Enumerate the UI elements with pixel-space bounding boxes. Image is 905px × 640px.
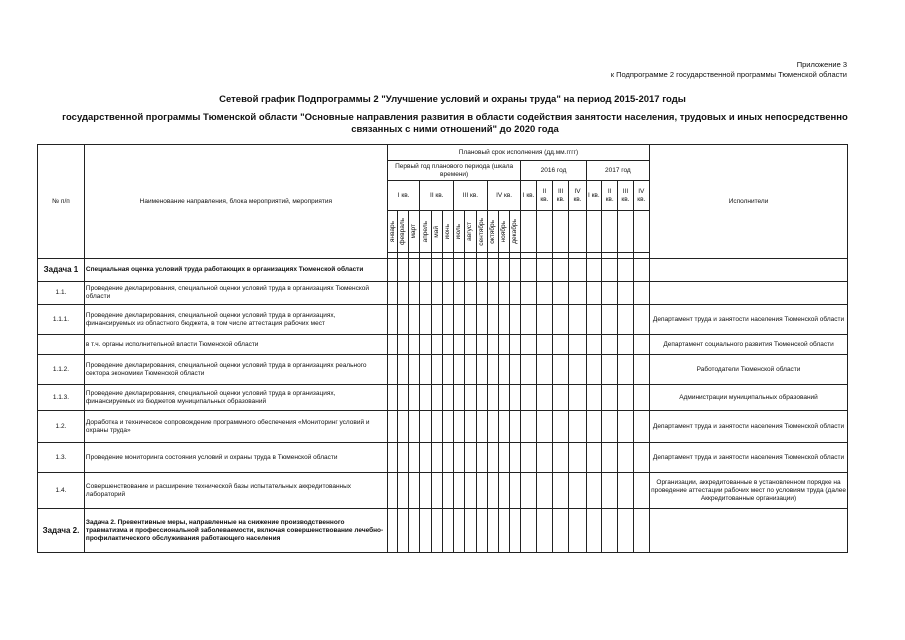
schedule-cell [633, 385, 649, 411]
month-cell [487, 211, 498, 253]
document-subtitle: государственной программы Тюменской области "Основные направления развития в области содействия занятости населения, трудовых и иных непосредственно связанных с ними отношений" до 2020 года [62, 112, 848, 135]
schedule-cell [387, 355, 397, 385]
header-q4: IV кв. [487, 181, 521, 211]
schedule-cell [618, 385, 633, 411]
month-label: январь [388, 220, 396, 243]
schedule-cell [601, 305, 617, 335]
month-label: март [410, 224, 418, 239]
schedule-cell [420, 335, 431, 355]
schedule-cell [633, 335, 649, 355]
schedule-cell [536, 509, 552, 553]
table-row [38, 473, 848, 509]
schedule-cell [465, 355, 476, 385]
table-row [38, 282, 848, 305]
schedule-cell [420, 443, 431, 473]
schedule-cell [498, 259, 509, 282]
schedule-cell [398, 305, 409, 335]
schedule-cell [476, 305, 487, 335]
schedule-cell [442, 385, 453, 411]
schedule-cell [420, 355, 431, 385]
row-executor: Департамент социального развития Тюменской области [650, 335, 848, 355]
schedule-cell [487, 443, 498, 473]
table-row [38, 335, 848, 355]
schedule-cell [465, 443, 476, 473]
schedule-cell [510, 282, 521, 305]
schedule-cell [536, 473, 552, 509]
schedule-cell [553, 473, 569, 509]
document-title: Сетевой график Подпрограммы 2 "Улучшение условий и охраны труда" на период 2015-2017 годы [219, 94, 686, 105]
schedule-cell [420, 305, 431, 335]
schedule-cell [521, 509, 536, 553]
schedule-cell [586, 385, 601, 411]
header-2017: 2017 год [586, 161, 649, 181]
schedule-cell [521, 355, 536, 385]
schedule-cell [498, 305, 509, 335]
schedule-cell [398, 355, 409, 385]
header-num: № п/п [38, 145, 85, 259]
row-name: Совершенствование и расширение технической базы испытательных аккредитованных лабораторий [84, 473, 387, 509]
schedule-cell [409, 282, 420, 305]
schedule-cell [409, 443, 420, 473]
header-2017-q4: IV кв. [633, 181, 649, 211]
schedule-cell [521, 335, 536, 355]
header-first-year: Первый год планового периода (шкала времени) [387, 161, 521, 181]
schedule-cell [553, 282, 569, 305]
schedule-cell [487, 259, 498, 282]
schedule-cell [510, 411, 521, 443]
schedule-cell [431, 259, 442, 282]
schedule-cell [633, 259, 649, 282]
row-name: Доработка и техническое сопровождение программного обеспечения «Мониторинг условий и охраны труда» [84, 411, 387, 443]
schedule-cell [387, 443, 397, 473]
schedule-cell [569, 259, 586, 282]
schedule-cell [601, 411, 617, 443]
empty-cell [521, 211, 536, 253]
schedule-cell [521, 305, 536, 335]
schedule-cell [420, 509, 431, 553]
row-executor [650, 259, 848, 282]
month-label: февраль [399, 218, 407, 245]
schedule-cell [398, 335, 409, 355]
schedule-cell [498, 443, 509, 473]
schedule-cell [633, 305, 649, 335]
schedule-cell [586, 305, 601, 335]
row-name: Проведение декларирования, специальной оценки условий труда в организациях, финансируемых из областного бюджета, в том числе аттестация рабочих мест [84, 305, 387, 335]
schedule-cell [586, 411, 601, 443]
schedule-cell [569, 473, 586, 509]
empty-cell [553, 211, 569, 253]
header-2017-q2: II кв. [601, 181, 617, 211]
schedule-cell [601, 443, 617, 473]
schedule-cell [454, 355, 465, 385]
schedule-cell [510, 259, 521, 282]
schedule-cell [487, 411, 498, 443]
schedule-cell [465, 335, 476, 355]
schedule-cell [454, 282, 465, 305]
schedule-cell [465, 305, 476, 335]
month-cell [442, 211, 453, 253]
schedule-cell [601, 335, 617, 355]
month-cell [465, 211, 476, 253]
row-name: Проведение мониторинга состояния условий и охраны труда в Тюменской области [84, 443, 387, 473]
schedule-cell [387, 282, 397, 305]
schedule-cell [465, 385, 476, 411]
schedule-cell [553, 305, 569, 335]
month-label: ноябрь [500, 220, 508, 243]
schedule-cell [487, 385, 498, 411]
schedule-cell [536, 305, 552, 335]
schedule-cell [420, 473, 431, 509]
schedule-cell [569, 355, 586, 385]
month-label: август [466, 222, 474, 241]
schedule-cell [618, 335, 633, 355]
header-q3: III кв. [454, 181, 488, 211]
schedule-cell [476, 443, 487, 473]
header-q1: I кв. [387, 181, 420, 211]
schedule-cell [569, 335, 586, 355]
schedule-cell [487, 509, 498, 553]
schedule-cell [487, 335, 498, 355]
table-row [38, 355, 848, 385]
schedule-cell [586, 282, 601, 305]
schedule-cell [586, 355, 601, 385]
schedule-cell [387, 335, 397, 355]
schedule-cell [569, 411, 586, 443]
schedule-cell [398, 411, 409, 443]
schedule-cell [442, 355, 453, 385]
row-name: Задача 2. Превентивные меры, направленные на снижение производственного травматизма и профессиональной заболеваемости, включая совершенствование лечебно-профилактического обслуживания работающего населения [84, 509, 387, 553]
schedule-cell [553, 411, 569, 443]
schedule-cell [601, 259, 617, 282]
empty-cell [633, 211, 649, 253]
schedule-cell [431, 385, 442, 411]
month-label: сентябрь [477, 217, 485, 246]
header-name: Наименование направления, блока мероприятий, мероприятия [84, 145, 387, 259]
schedule-cell [536, 259, 552, 282]
schedule-cell [510, 385, 521, 411]
schedule-cell [510, 473, 521, 509]
header-row-1 [38, 145, 848, 161]
schedule-cell [442, 473, 453, 509]
schedule-cell [387, 509, 397, 553]
schedule-cell [536, 335, 552, 355]
month-label: май [432, 225, 440, 238]
schedule-cell [465, 282, 476, 305]
row-executor: Работодатели Тюменской области [650, 355, 848, 385]
row-executor: Департамент труда и занятости населения Тюменской области [650, 305, 848, 335]
row-number: Задача 2. [38, 509, 85, 553]
schedule-cell [465, 411, 476, 443]
schedule-cell [569, 305, 586, 335]
schedule-cell [586, 473, 601, 509]
row-number: 1.1.2. [38, 355, 85, 385]
schedule-cell [465, 259, 476, 282]
schedule-cell [633, 355, 649, 385]
row-executor: Организации, аккредитованные в установленном порядке на проведение аттестации рабочих мест по условиям труда (далее Аккредитованные организации) [650, 473, 848, 509]
schedule-cell [569, 443, 586, 473]
row-name: Проведение декларирования, специальной оценки условий труда в организациях Тюменской области [84, 282, 387, 305]
row-executor: Департамент труда и занятости населения Тюменской области [650, 443, 848, 473]
table-body [38, 259, 848, 553]
schedule-cell [586, 509, 601, 553]
row-executor [650, 282, 848, 305]
row-number: 1.1.3. [38, 385, 85, 411]
schedule-cell [601, 282, 617, 305]
schedule-cell [510, 305, 521, 335]
row-name: Специальная оценка условий труда работающих в организациях Тюменской области [84, 259, 387, 282]
schedule-cell [476, 385, 487, 411]
appendix-line2: к Подпрограмме 2 государственной программы Тюменской области [610, 70, 847, 79]
schedule-cell [536, 282, 552, 305]
month-label: апрель [421, 220, 429, 243]
schedule-cell [498, 473, 509, 509]
schedule-cell [521, 473, 536, 509]
row-number: 1.1.1. [38, 305, 85, 335]
header-2017-q3: III кв. [618, 181, 633, 211]
header-plan: Плановый срок исполнения (дд.мм.гггг) [387, 145, 649, 161]
schedule-cell [476, 509, 487, 553]
row-name: Проведение декларирования, специальной оценки условий труда в организациях реального сектора экономики Тюменской области [84, 355, 387, 385]
schedule-cell [601, 355, 617, 385]
schedule-cell [586, 335, 601, 355]
schedule-cell [420, 259, 431, 282]
schedule-cell [601, 473, 617, 509]
schedule-cell [553, 509, 569, 553]
schedule-cell [536, 355, 552, 385]
schedule-cell [476, 335, 487, 355]
table-row [38, 509, 848, 553]
schedule-cell [618, 259, 633, 282]
schedule-cell [454, 443, 465, 473]
schedule-cell [498, 355, 509, 385]
empty-cell [536, 211, 552, 253]
schedule-cell [442, 335, 453, 355]
schedule-cell [510, 355, 521, 385]
table-row [38, 411, 848, 443]
schedule-cell [431, 335, 442, 355]
schedule-cell [618, 305, 633, 335]
schedule-cell [420, 282, 431, 305]
schedule-cell [618, 509, 633, 553]
header-executors: Исполнители [650, 145, 848, 259]
schedule-cell [569, 282, 586, 305]
schedule-cell [431, 509, 442, 553]
schedule-cell [387, 259, 397, 282]
schedule-cell [498, 411, 509, 443]
schedule-cell [521, 443, 536, 473]
schedule-cell [521, 411, 536, 443]
schedule-cell [431, 411, 442, 443]
schedule-cell [409, 385, 420, 411]
month-cell [510, 211, 521, 253]
schedule-cell [569, 385, 586, 411]
schedule-cell [409, 259, 420, 282]
schedule-cell [431, 443, 442, 473]
schedule-cell [409, 509, 420, 553]
schedule-cell [510, 443, 521, 473]
schedule-cell [398, 443, 409, 473]
header-2017-q1: I кв. [586, 181, 601, 211]
schedule-cell [465, 473, 476, 509]
row-number: 1.2. [38, 411, 85, 443]
row-name: Проведение декларирования, специальной оценки условий труда в организациях, финансируемых из бюджетов муниципальных образований [84, 385, 387, 411]
row-number: Задача 1 [38, 259, 85, 282]
schedule-cell [618, 443, 633, 473]
month-cell [420, 211, 431, 253]
schedule-cell [498, 335, 509, 355]
schedule-cell [454, 259, 465, 282]
schedule-table [37, 144, 848, 553]
schedule-cell [454, 305, 465, 335]
schedule-cell [431, 473, 442, 509]
schedule-cell [510, 509, 521, 553]
schedule-cell [633, 411, 649, 443]
month-cell [387, 211, 397, 253]
schedule-cell [387, 411, 397, 443]
schedule-cell [398, 385, 409, 411]
schedule-cell [454, 509, 465, 553]
schedule-cell [553, 385, 569, 411]
schedule-cell [510, 335, 521, 355]
empty-cell [601, 211, 617, 253]
schedule-cell [586, 259, 601, 282]
schedule-cell [398, 259, 409, 282]
header-2016-q3: III кв. [553, 181, 569, 211]
schedule-cell [442, 443, 453, 473]
schedule-cell [431, 305, 442, 335]
header-q2: II кв. [420, 181, 454, 211]
appendix-line1: Приложение 3 [796, 60, 847, 69]
schedule-cell [553, 335, 569, 355]
row-executor [650, 509, 848, 553]
schedule-cell [409, 305, 420, 335]
schedule-cell [633, 509, 649, 553]
schedule-cell [618, 411, 633, 443]
schedule-cell [398, 282, 409, 305]
schedule-cell [454, 473, 465, 509]
row-number: 1.3. [38, 443, 85, 473]
schedule-cell [498, 282, 509, 305]
schedule-cell [387, 385, 397, 411]
row-name: в т.ч. органы исполнительной власти Тюменской области [84, 335, 387, 355]
table-row [38, 385, 848, 411]
schedule-cell [420, 411, 431, 443]
schedule-cell [454, 411, 465, 443]
schedule-cell [409, 473, 420, 509]
schedule-cell [387, 305, 397, 335]
schedule-cell [476, 259, 487, 282]
schedule-cell [601, 385, 617, 411]
schedule-cell [633, 473, 649, 509]
month-label: июнь [444, 223, 451, 240]
month-cell [454, 211, 465, 253]
header-2016: 2016 год [521, 161, 586, 181]
table-row [38, 305, 848, 335]
header-2016-q4: IV кв. [569, 181, 586, 211]
row-number: 1.4. [38, 473, 85, 509]
schedule-cell [618, 355, 633, 385]
schedule-cell [536, 443, 552, 473]
schedule-cell [536, 411, 552, 443]
empty-cell [586, 211, 601, 253]
schedule-cell [633, 443, 649, 473]
schedule-cell [487, 305, 498, 335]
row-executor: Администрации муниципальных образований [650, 385, 848, 411]
header-2016-q1: I кв. [521, 181, 536, 211]
month-label: июль [455, 223, 463, 240]
schedule-cell [442, 259, 453, 282]
schedule-cell [409, 355, 420, 385]
schedule-cell [454, 335, 465, 355]
schedule-cell [409, 335, 420, 355]
schedule-cell [569, 509, 586, 553]
appendix-block [611, 60, 847, 80]
schedule-cell [431, 355, 442, 385]
header-2016-q2: II кв. [536, 181, 552, 211]
schedule-cell [442, 282, 453, 305]
row-number [38, 335, 85, 355]
schedule-cell [498, 385, 509, 411]
schedule-cell [553, 259, 569, 282]
schedule-cell [498, 509, 509, 553]
schedule-cell [487, 473, 498, 509]
month-cell [398, 211, 409, 253]
schedule-cell [476, 282, 487, 305]
schedule-cell [618, 473, 633, 509]
schedule-cell [420, 385, 431, 411]
schedule-cell [521, 259, 536, 282]
schedule-cell [553, 443, 569, 473]
row-executor: Департамент труда и занятости населения Тюменской области [650, 411, 848, 443]
schedule-cell [586, 443, 601, 473]
schedule-cell [487, 355, 498, 385]
schedule-cell [409, 411, 420, 443]
month-cell [431, 211, 442, 253]
schedule-cell [398, 473, 409, 509]
row-number: 1.1. [38, 282, 85, 305]
schedule-cell [476, 355, 487, 385]
schedule-cell [442, 509, 453, 553]
schedule-cell [442, 411, 453, 443]
schedule-cell [431, 282, 442, 305]
month-cell [409, 211, 420, 253]
schedule-cell [487, 282, 498, 305]
table-row [38, 443, 848, 473]
empty-cell [569, 211, 586, 253]
schedule-cell [465, 509, 476, 553]
schedule-cell [454, 385, 465, 411]
month-cell [476, 211, 487, 253]
schedule-cell [387, 473, 397, 509]
month-label: октябрь [488, 219, 496, 244]
month-cell [498, 211, 509, 253]
schedule-cell [521, 282, 536, 305]
month-label: декабрь [511, 219, 519, 244]
table-row [38, 259, 848, 282]
schedule-cell [633, 282, 649, 305]
empty-cell [618, 211, 633, 253]
schedule-cell [398, 509, 409, 553]
schedule-cell [442, 305, 453, 335]
schedule-cell [618, 282, 633, 305]
schedule-cell [476, 411, 487, 443]
schedule-cell [521, 385, 536, 411]
schedule-cell [476, 473, 487, 509]
schedule-cell [601, 509, 617, 553]
schedule-cell [553, 355, 569, 385]
schedule-cell [536, 385, 552, 411]
